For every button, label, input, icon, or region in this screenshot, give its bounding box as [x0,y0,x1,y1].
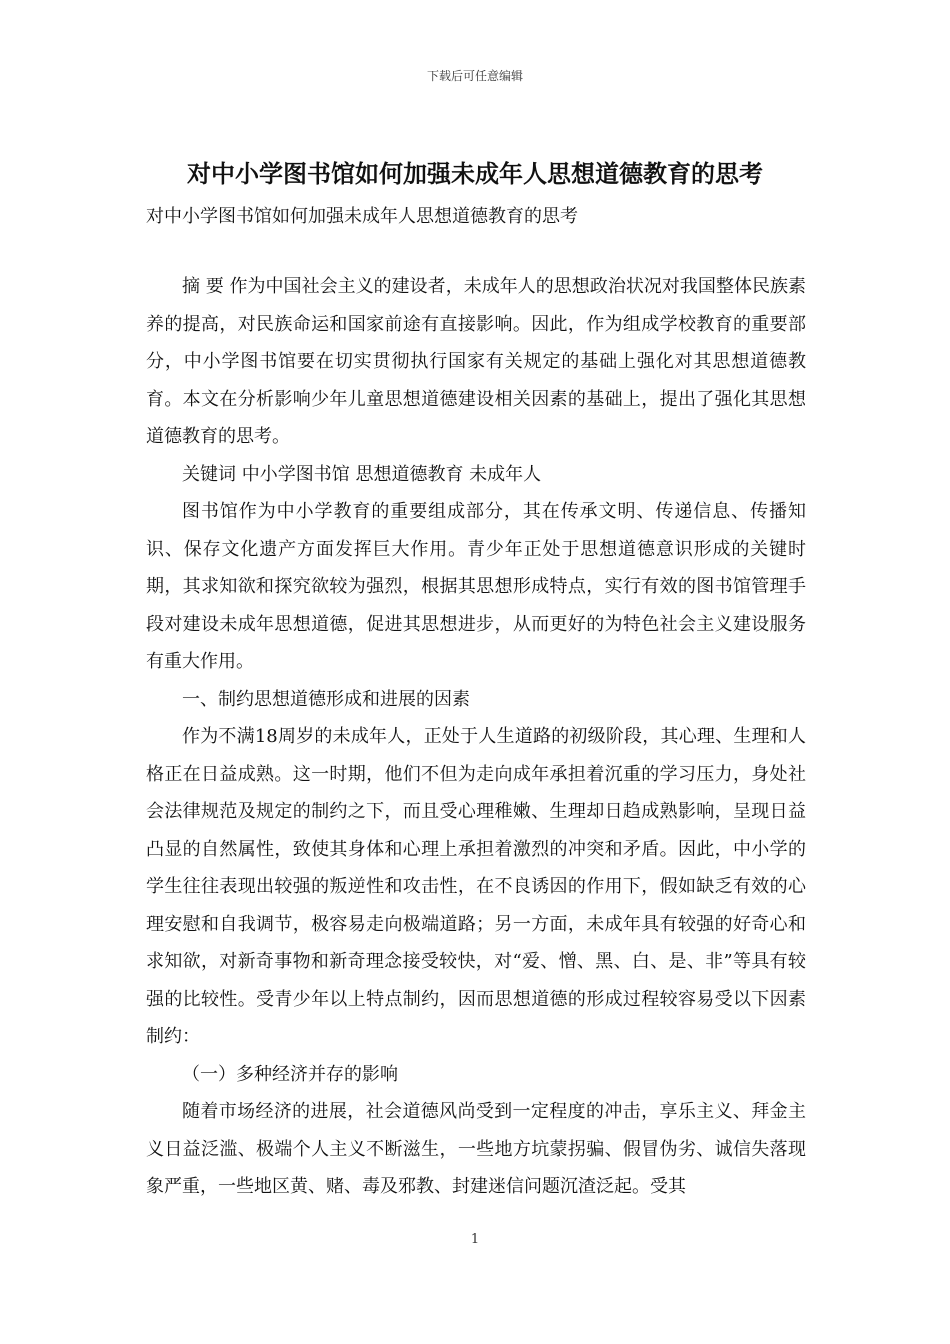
document-subtitle: 对中小学图书馆如何加强未成年人思想道德教育的思考 [146,206,578,227]
body-paragraph: 作为不满18周岁的未成年人，正处于人生道路的初级阶段，其心理、生理和人格正在日益成熟。这一时期，他们不但为走向成年承担着沉重的学习压力，身处社会法律规范及规定的制约之下，而且受心理稚嫩、生理却日趋成熟影响，呈现日益凸显的自然属性，致使其身体和心理上承担着激烈的冲突和矛盾。因此，中小学的学生往往表现出较强的叛逆性和攻击性，在不良诱因的作用下，假如缺乏有效的心理安慰和自我调节，极容易走向极端道路；另一方面，未成年具有较强的好奇心和求知欲，对新奇事物和新奇理念接受较快，对“爱、憎、黑、白、是、非”等具有较强的比较性。受青少年以上特点制约，因而思想道德的形成过程较容易受以下因素制约： [146,726,806,1047]
body-paragraph: 随着市场经济的进展，社会道德风尚受到一定程度的冲击，享乐主义、拜金主义日益泛滥、极端个人主义不断滋生，一些地方坑蒙拐骗、假冒伪劣、诚信失落现象严重，一些地区黄、赌、毒及邪教、封建迷信问题沉渣泛起。受其 [146,1101,806,1197]
keywords-paragraph: 关键词 中小学图书馆 思想道德教育 未成年人 [182,463,542,485]
document-title: 对中小学图书馆如何加强未成年人思想道德教育的思考 [187,159,763,188]
document-body [146,268,806,1206]
section-heading: 一、制约思想道德形成和进展的因素 [182,688,470,710]
body-paragraph: 图书馆作为中小学教育的重要组成部分，其在传承文明、传递信息、传播知识、保存文化遗产方面发挥巨大作用。青少年正处于思想道德意识形成的关键时期，其求知欲和探究欲较为强烈，根据其思想形成特点，实行有效的图书馆管理手段对建设未成年思想道德，促进其思想进步，从而更好的为特色社会主义建设服务有重大作用。 [146,501,806,672]
subsection-heading: （一）多种经济并存的影响 [182,1063,398,1085]
page-number: 1 [470,1232,480,1247]
header-note: 下载后可任意编辑 [426,69,523,83]
abstract-paragraph: 摘 要 作为中国社会主义的建设者，未成年人的思想政治状况对我国整体民族素养的提高，对民族命运和国家前途有直接影响。因此，作为组成学校教育的重要部分，中小学图书馆要在切实贯彻执行国家有关规定的基础上强化对其思想道德教育。本文在分析影响少年儿童思想道德建设相关因素的基础上，提出了强化其思想道德教育的思考。 [146,276,806,447]
